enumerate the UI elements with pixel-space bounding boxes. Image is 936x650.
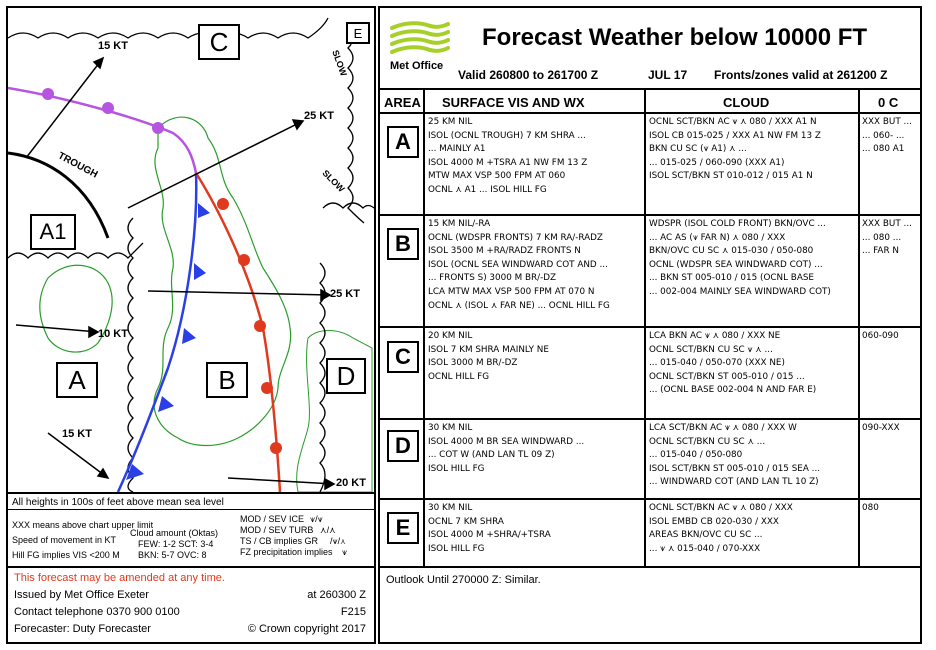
outlook-text: Outlook Until 270000 Z: Similar. <box>386 574 541 586</box>
area-label-e: E <box>346 22 370 44</box>
row-area-b: B <box>387 228 419 260</box>
zero-cell-e: 080 <box>862 503 879 513</box>
chart-header <box>378 6 922 90</box>
warm-front <box>196 173 280 492</box>
cloud-cell-b: WDSPR (ISOL COLD FRONT) BKN/OVC ... ... AC AS (⩛ FAR N) ⋏ 080 / XXX BKN/OVC CU SC ⋏ 015-030 / 050-080 OCNL (WDSPR SEA WINDWARD COT) ... ... BKN ST 005-010 / 015 (OCNL BASE ... 002-004 MAINLY SEA WINDWARD COT) <box>649 219 831 297</box>
slow-label: SLOW <box>320 167 347 195</box>
ice-symbol-icon: ⩛ <box>342 547 348 557</box>
legend-speed: Speed of movement in KT <box>12 535 117 545</box>
issued-at: at 260300 Z <box>307 589 366 601</box>
column-header-surface: SURFACE VIS AND WX <box>442 94 585 110</box>
surface-cell-e: 30 KM NIL OCNL 7 KM SHRA ISOL 4000 M +SHRA/+TSRA ISOL HILL FG <box>428 503 551 554</box>
row-area-c: C <box>387 341 419 373</box>
legend-ice: MOD / SEV ICE <box>240 514 305 524</box>
wind-label: 10 KT <box>98 328 128 340</box>
zero-cell-a: XXX BUT ... ... 060- ... ... 080 A1 <box>862 117 912 155</box>
month-year: JUL 17 <box>648 68 688 82</box>
trough-label: TROUGH <box>55 150 100 181</box>
fronts-valid: Fronts/zones valid at 261200 Z <box>714 68 888 82</box>
surface-cell-c: 20 KM NIL ISOL 7 KM SHRA MAINLY NE ISOL 3000 M BR/-DZ OCNL HILL FG <box>428 331 549 382</box>
cloud-cell-c: LCA BKN AC ⩛ ⋏ 080 / XXX NE OCNL SCT/BKN CU SC ⩛ ⋏ ... ... 015-040 / 050-070 (XXX NE) OCNL SCT/BKN ST 005-010 / 015 ... ... (OCNL BASE 002-004 N AND FAR E) <box>649 331 817 396</box>
row-area-e: E <box>387 512 419 544</box>
ice-symbol-icon: ⩛/⩛ <box>310 514 323 524</box>
column-header-area: AREA <box>384 94 421 110</box>
issued-by: Issued by Met Office Exeter <box>14 589 149 601</box>
row-area-d: D <box>387 430 419 462</box>
area-label-a1: A1 <box>30 214 76 250</box>
zero-cell-b: XXX BUT ... ... 080 ... ... FAR N <box>862 219 912 257</box>
coastline-continent <box>297 331 372 493</box>
zone-boundary-3 <box>128 218 133 492</box>
outlook-panel <box>378 566 922 644</box>
chart-code: F215 <box>340 606 366 618</box>
legend-turb: MOD / SEV TURB <box>240 525 314 535</box>
forecast-chart-map <box>6 6 376 494</box>
zone-boundary-5 <box>348 28 364 223</box>
cloud-cell-d: LCA SCT/BKN AC ⩛ ⋏ 080 / XXX W OCNL SCT/BKN CU SC ⋏ ... ... 015-040 / 050-080 ISOL SCT/BKN ST 005-010 / 015 SEA ... ... WINDWARD COT (AND LAN TL 10 Z) <box>649 423 821 488</box>
wind-label: 15 KT <box>62 428 92 440</box>
wind-label: 25 KT <box>330 288 360 300</box>
cloud-cell-e: OCNL SCT/BKN AC ⩛ ⋏ 080 / XXX ISOL EMBD CB 020-030 / XXX AREAS BKN/OVC CU SC ... ... ⩛ ⋏ 015-040 / 070-XXX <box>649 503 793 554</box>
wind-label: 25 KT <box>304 110 334 122</box>
valid-period: Valid 260800 to 261700 Z <box>458 68 599 82</box>
surface-cell-d: 30 KM NIL ISOL 4000 M BR SEA WINDWARD ... ... COT W (AND LAN TL 09 Z) ISOL HILL FG <box>428 423 585 474</box>
contact-telephone: Contact telephone 0370 900 0100 <box>14 606 180 618</box>
issue-info-panel <box>6 566 376 644</box>
hail-symbol-icon: /⩛/⋏ <box>330 536 346 546</box>
wind-label: 20 KT <box>336 477 366 489</box>
surface-cell-b: 15 KM NIL/-RA OCNL (WDSPR FRONTS) 7 KM RA/-RADZ ISOL 3500 M +RA/RADZ FRONTS N ISOL (OCNL SEA WINDWARD COT AND ... ... FRONTS S) 3000 M BR/-DZ LCA MTW MAX VSP 500 FPM AT 070 N OCNL ⋏ (ISOL ⋏ FAR NE) ... OCNL HILL FG <box>428 219 610 311</box>
legend-panel <box>6 492 376 568</box>
wind-label: 15 KT <box>98 40 128 52</box>
zone-boundary-1 <box>8 18 328 38</box>
legend-fz: FZ precipitation implies <box>240 547 333 557</box>
surface-cell-a: 25 KM NIL ISOL (OCNL TROUGH) 7 KM SHRA ... ... MAINLY A1 ISOL 4000 M +TSRA A1 NW FM 13 Z MTW MAX VSP 500 FPM AT 060 OCNL ⋏ A1 ... ISOL HILL FG <box>428 117 588 195</box>
cloud-cell-a: OCNL SCT/BKN AC ⩛ ⋏ 080 / XXX A1 N ISOL CB 015-025 / XXX A1 NW FM 13 Z BKN CU SC (⩛ A1) ⋏ ... ... 015-025 / 060-090 (XXX A1) ISOL SCT/BKN ST 010-012 / 015 A1 N <box>649 117 821 182</box>
legend-cloud-title: Cloud amount (Oktas) <box>130 528 219 538</box>
legend-hill: Hill FG implies VIS <200 M <box>12 550 120 560</box>
met-office-logo-icon <box>390 18 450 58</box>
zero-cell-d: 090-XXX <box>862 423 900 433</box>
legend-cloud-bkn: BKN: 5-7 OVC: 8 <box>138 550 207 560</box>
turbulence-symbol-icon: ⋏/⋏ <box>320 525 336 535</box>
area-label-d: D <box>326 358 366 394</box>
row-area-a: A <box>387 126 419 158</box>
column-header-cloud: CLOUD <box>723 94 770 110</box>
copyright: © Crown copyright 2017 <box>247 623 366 635</box>
map-drawing <box>8 8 374 492</box>
forecaster: Forecaster: Duty Forecaster <box>14 623 151 635</box>
slow-label: SLOW <box>330 48 349 78</box>
legend-xxx: XXX means above chart upper limit <box>12 520 154 530</box>
legend-ts: TS / CB implies GR <box>240 536 319 546</box>
page-title: Forecast Weather below 10000 FT <box>482 24 868 51</box>
legend-heights: All heights in 100s of feet above mean sea level <box>12 497 224 508</box>
forecast-table <box>378 88 922 568</box>
area-label-a: A <box>56 362 98 398</box>
met-office-logo-text: Met Office <box>390 60 444 72</box>
column-header-zero: 0 C <box>878 94 899 110</box>
zero-cell-c: 060-090 <box>862 331 899 341</box>
area-label-b: B <box>206 362 248 398</box>
amend-notice: This forecast may be amended at any time. <box>14 572 225 584</box>
legend-cloud-few: FEW: 1-2 SCT: 3-4 <box>138 539 214 549</box>
area-label-c: C <box>198 24 240 60</box>
